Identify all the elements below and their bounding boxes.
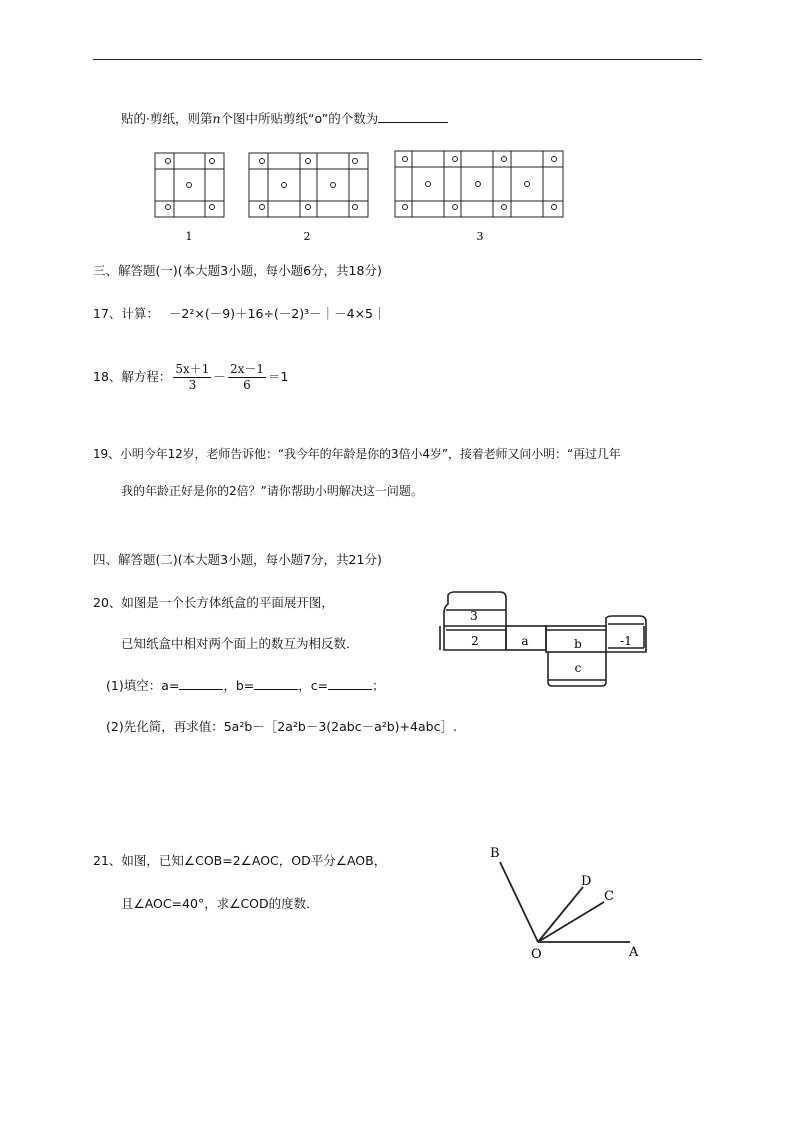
q20-fill-a-label: (1)填空：a= <box>106 678 180 693</box>
section3-heading: 三、解答题(一)(本大题3小题，每小题6分，共18分) <box>93 263 382 278</box>
q18-fraction-1 <box>173 360 211 392</box>
ray-OB <box>500 862 538 942</box>
net-label-right: -1 <box>620 634 632 648</box>
q18-rhs: ＝1 <box>268 369 289 384</box>
point-label-O: O <box>531 947 542 962</box>
q16-var-n: n <box>212 111 221 126</box>
q21-line1: 21、如图，已知∠COB=2∠AOC，OD平分∠AOB， <box>93 853 387 868</box>
q17-expression: －2²×(－9)＋16÷(－2)³－｜－4×5｜ <box>168 306 386 321</box>
net-label-left: 2 <box>471 634 479 648</box>
q18-fraction-2 <box>228 360 266 392</box>
q20-blank-b[interactable] <box>254 688 298 690</box>
q18-frac1-denominator: 3 <box>188 378 197 392</box>
q20-blank-a[interactable] <box>179 688 223 690</box>
q18 <box>93 356 288 396</box>
box-net-figure <box>436 590 652 690</box>
q20-blank-c[interactable] <box>328 688 372 690</box>
q16-text-before: 贴的·剪纸，则第 <box>121 111 213 126</box>
ray-OD <box>538 887 583 942</box>
q19-line2: 我的年龄正好是你的2倍？”请你帮助小明解决这一问题。 <box>121 484 423 498</box>
q19-line1: 19、小明今年12岁，老师告诉他：“我今年的年龄是你的3倍小4岁”，接着老师又问小明：“再过几年 <box>93 447 621 461</box>
q18-label: 18、解方程： <box>93 369 172 384</box>
net-label-b: b <box>574 637 582 651</box>
net-label-c: c <box>574 661 582 675</box>
figure-2 <box>249 153 368 217</box>
q18-frac2-denominator: 6 <box>243 378 251 392</box>
q20-fill-b-label: ，b= <box>223 678 255 693</box>
q20-line1: 20、如图是一个长方体纸盒的平面展开图， <box>93 595 334 610</box>
q16-text-after: 个图中所贴剪纸“o”的个数为 <box>220 111 379 126</box>
q20-fill-end: ； <box>372 678 385 693</box>
net-label-a: a <box>521 634 529 648</box>
figure-label-1: 1 <box>185 230 193 243</box>
header-rule <box>93 59 702 60</box>
q20-simplify: (2)先化简，再求值：5a²b－［2a²b－3(2abc－a²b)+4abc］. <box>106 719 457 734</box>
figure-label-2: 2 <box>303 230 311 243</box>
q16-text <box>121 109 448 127</box>
point-label-D: D <box>581 874 592 889</box>
q18-frac1-numerator: 5x＋1 <box>175 362 210 376</box>
q17 <box>93 304 386 322</box>
angle-figure <box>480 840 650 965</box>
section4-heading: 四、解答题(二)(本大题3小题，每小题7分，共21分) <box>93 552 382 567</box>
q20-line2: 已知纸盒中相对两个面上的数互为相反数． <box>121 636 359 651</box>
q16-answer-blank[interactable] <box>378 121 448 123</box>
q21-line2: 且∠AOC=40°，求∠COD的度数． <box>121 896 319 911</box>
q17-label: 17、计算： <box>93 306 159 321</box>
ray-OC <box>538 902 604 942</box>
figure-1 <box>155 153 224 217</box>
net-label-top: 3 <box>470 609 478 623</box>
figure-label-3: 3 <box>476 230 484 243</box>
q20-fill-c-label: ，c= <box>298 678 329 693</box>
q18-minus: － <box>213 369 226 384</box>
point-label-C: C <box>604 889 614 904</box>
figure-3 <box>395 151 563 217</box>
q20-fill <box>106 676 385 694</box>
paper-cut-figures <box>150 148 570 243</box>
q18-frac2-numerator: 2x－1 <box>229 362 265 376</box>
point-label-B: B <box>490 846 500 861</box>
point-label-A: A <box>629 945 639 960</box>
